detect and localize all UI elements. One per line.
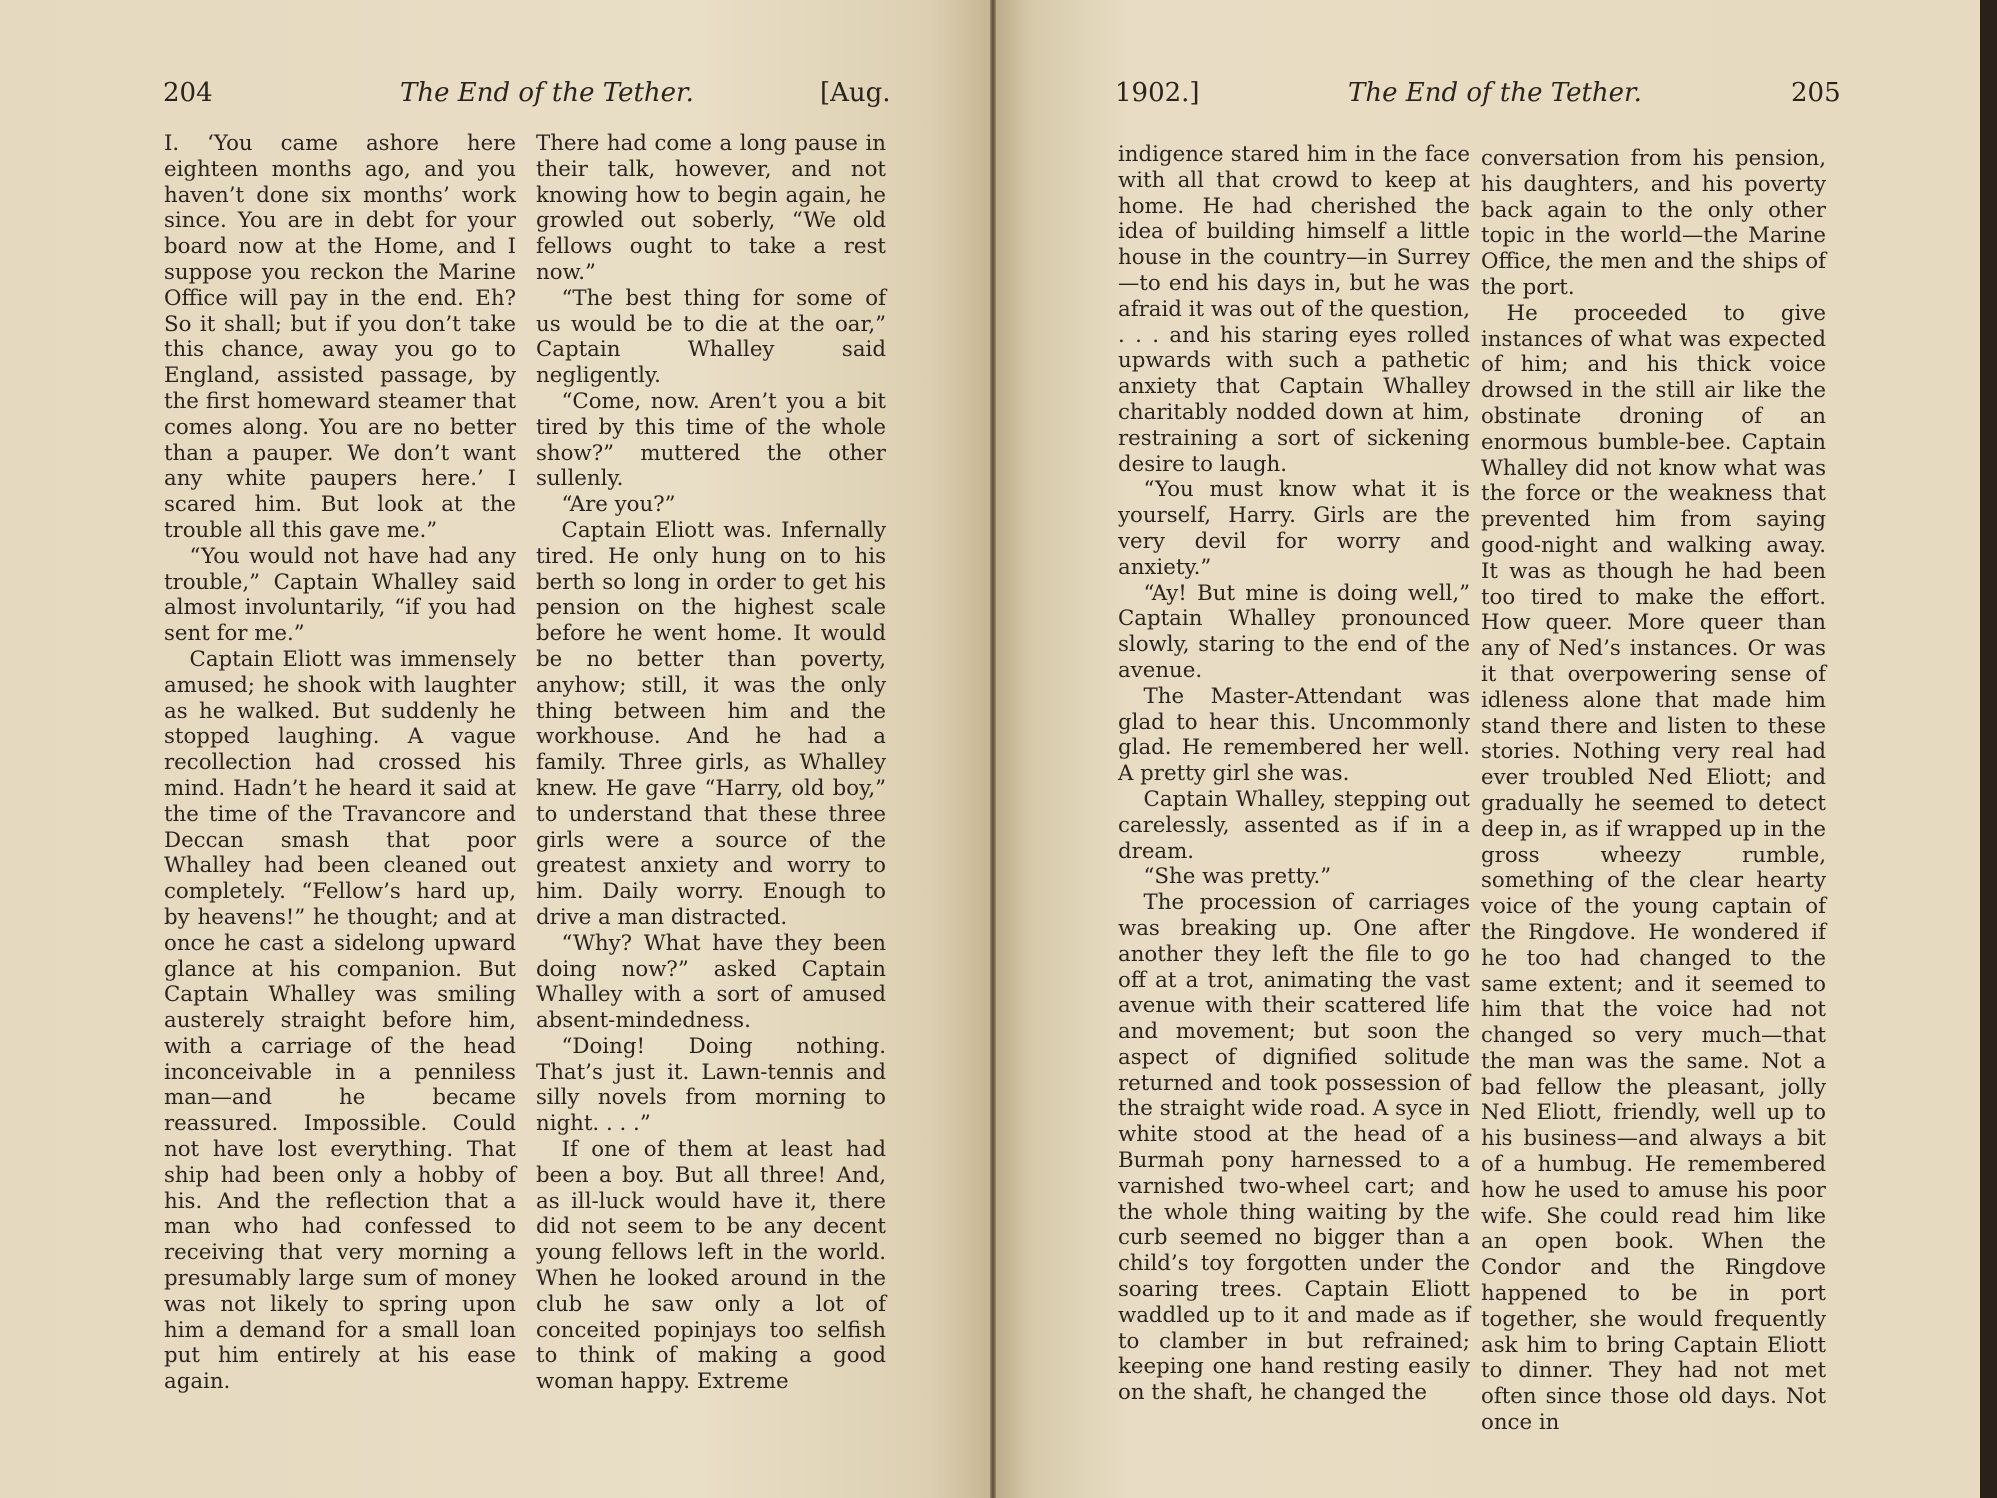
page-edge xyxy=(1980,0,1997,1498)
paragraph: The Master-Attendant was glad to hear this. Uncommonly glad. He remembered her well. A pretty girl she was. xyxy=(1118,683,1470,787)
paragraph: Captain Eliott was. Infernally tired. He only hung on to his berth so long in order to get his pension on the highest scale before he went home. It would be no better than poverty, anyhow; still, it was the only thing between him and the workhouse. And he had a family. Three girls, as Whalley knew. He gave “Harry, old boy,” to understand that these three girls were a source of the greatest anxiety and worry to him. Daily worry. Enough to drive a man distracted. xyxy=(536,517,886,930)
left-column-1 xyxy=(164,131,516,1395)
paragraph: “Why? What have they been doing now?” asked Captain Whalley with a sort of amused absent-mindedness. xyxy=(536,930,886,1034)
left-column-2 xyxy=(536,131,886,1395)
left-running-title: The End of the Tether. xyxy=(400,78,694,108)
paragraph: “Are you?” xyxy=(561,492,676,518)
paragraph: “The best thing for some of us would be to die at the oar,” Captain Whalley said negligently. xyxy=(536,285,886,389)
paragraph: Captain Eliott was immensely amused; he shook with laughter as he walked. But suddenly he stopped laughing. A vague recollection had crossed his mind. Hadn’t he heard it said at the time of the Travancore and Deccan smash that poor Whalley had been cleaned out completely. “Fellow’s hard up, by heavens!” he thought; and at once he cast a sidelong upward glance at his companion. But Captain Whalley was smiling austerely straight before him, with a carriage of the head inconceivable in a penniless man—and he became reassured. Impossible. Could not have lost everything. That ship had been only a hobby of his. And the reflection that a man who had confessed to receiving that very morning a presumably large sum of money was not likely to spring upon him a demand for a small loan put him entirely at his ease again. xyxy=(164,646,516,1395)
left-page-number: 204 xyxy=(163,78,213,108)
paragraph: “Doing! Doing nothing. That’s just it. Lawn-tennis and silly novels from morning to night. . . .” xyxy=(536,1033,886,1137)
paragraph: I. ‘You came ashore here eighteen months ago, and you haven’t done six months’ work since. You are in debt for your board now at the Home, and I suppose you reckon the Marine Office will pay in the end. Eh? So it shall; but if you don’t take this chance, away you go to England, assisted passage, by the first homeward steamer that comes along. You are no better than a pauper. We don’t want any white paupers here.’ I scared him. But look at the trouble all this gave me.” xyxy=(164,131,516,543)
right-page xyxy=(992,0,1982,1498)
left-date-mark: [Aug. xyxy=(820,78,891,108)
left-page xyxy=(0,0,998,1498)
paragraph: “She was pretty.” xyxy=(1143,864,1332,890)
paragraph: “You must know what it is yourself, Harry. Girls are the very devil for worry and anxiety.” xyxy=(1118,477,1470,580)
paragraph: “You would not have had any trouble,” Captain Whalley said almost involuntarily, “if you had sent for me.” xyxy=(164,543,516,647)
left-page-header xyxy=(163,78,891,118)
right-page-header xyxy=(1115,78,1841,118)
right-page-number: 205 xyxy=(1791,78,1841,108)
right-date-mark: 1902.] xyxy=(1115,78,1200,108)
paragraph: “Ay! But mine is doing well,” Captain Whalley pronounced slowly, staring to the end of the avenue. xyxy=(1118,580,1470,683)
paragraph: indigence stared him in the face with all that crowd to keep at home. He had cherished the idea of building himself a little house in the country—in Surrey —to end his days in, but he was afraid it was out of the question, . . . and his staring eyes rolled upwards with such a pathetic anxiety that Captain Whalley charitably nodded down at him, restraining a sort of sickening desire to laugh. xyxy=(1118,142,1470,477)
paragraph: “Come, now. Aren’t you a bit tired by this time of the whole show?” muttered the other sullenly. xyxy=(536,388,886,492)
paragraph: The procession of carriages was breaking up. One after another they left the file to go off at a trot, animating the vast avenue with their scattered life and movement; but soon the aspect of dignified solitude returned and took possession of the straight wide road. A syce in white stood at the head of a Burmah pony harnessed to a varnished two-wheel cart; and the whole thing waiting by the curb seemed no bigger than a child’s toy forgotten under the soaring trees. Captain Eliott waddled up to it and made as if to clamber in but refrained; keeping one hand resting easily on the shaft, he changed the xyxy=(1118,890,1470,1406)
book-gutter xyxy=(990,0,996,1498)
paragraph: conversation from his pension, his daughters, and his poverty back again to the only other topic in the world—the Marine Office, the men and the ships of the port. xyxy=(1481,146,1826,300)
right-column-2 xyxy=(1481,146,1826,1436)
paragraph: He proceeded to give instances of what was expected of him; and his thick voice drowsed in the still air like the obstinate droning of an enormous bumble-bee. Captain Whalley did not know what was the force or the weakness that prevented him from saying good-night and walking away. It was as though he had been too tired to make the effort. How queer. More queer than any of Ned’s instances. Or was it that overpowering sense of idleness alone that made him stand there and listen to these stories. Nothing very real had ever troubled Ned Eliott; and gradually he seemed to detect deep in, as if wrapped up in the gross wheezy rumble, something of the clear hearty voice of the young captain of the Ringdove. He wondered if he too had changed to the same extent; and it seemed to him that the voice had not changed so very much—that the man was the same. Not a bad fellow the pleasant, jolly Ned Eliott, friendly, well up to his business—and always a bit of a humbug. He remembered how he used to amuse his poor wife. She could read him like an open book. When the Condor and the Ringdove happened to be in port together, she would frequently ask him to bring Captain Eliott to dinner. They had not met often since those old days. Not once in xyxy=(1481,300,1826,1436)
paragraph: Captain Whalley, stepping out carelessly, assented as if in a dream. xyxy=(1118,786,1470,864)
right-column-1 xyxy=(1118,142,1470,1406)
right-running-title: The End of the Tether. xyxy=(1348,78,1642,108)
paragraph: There had come a long pause in their talk, however, and not knowing how to begin again, he growled out soberly, “We old fellows ought to take a rest now.” xyxy=(536,131,886,285)
paragraph: If one of them at least had been a boy. But all three! And, as ill-luck would have it, there did not seem to be any decent young fellows left in the world. When he looked around in the club he saw only a lot of conceited popinjays too selfish to think of making a good woman happy. Extreme xyxy=(536,1137,886,1395)
